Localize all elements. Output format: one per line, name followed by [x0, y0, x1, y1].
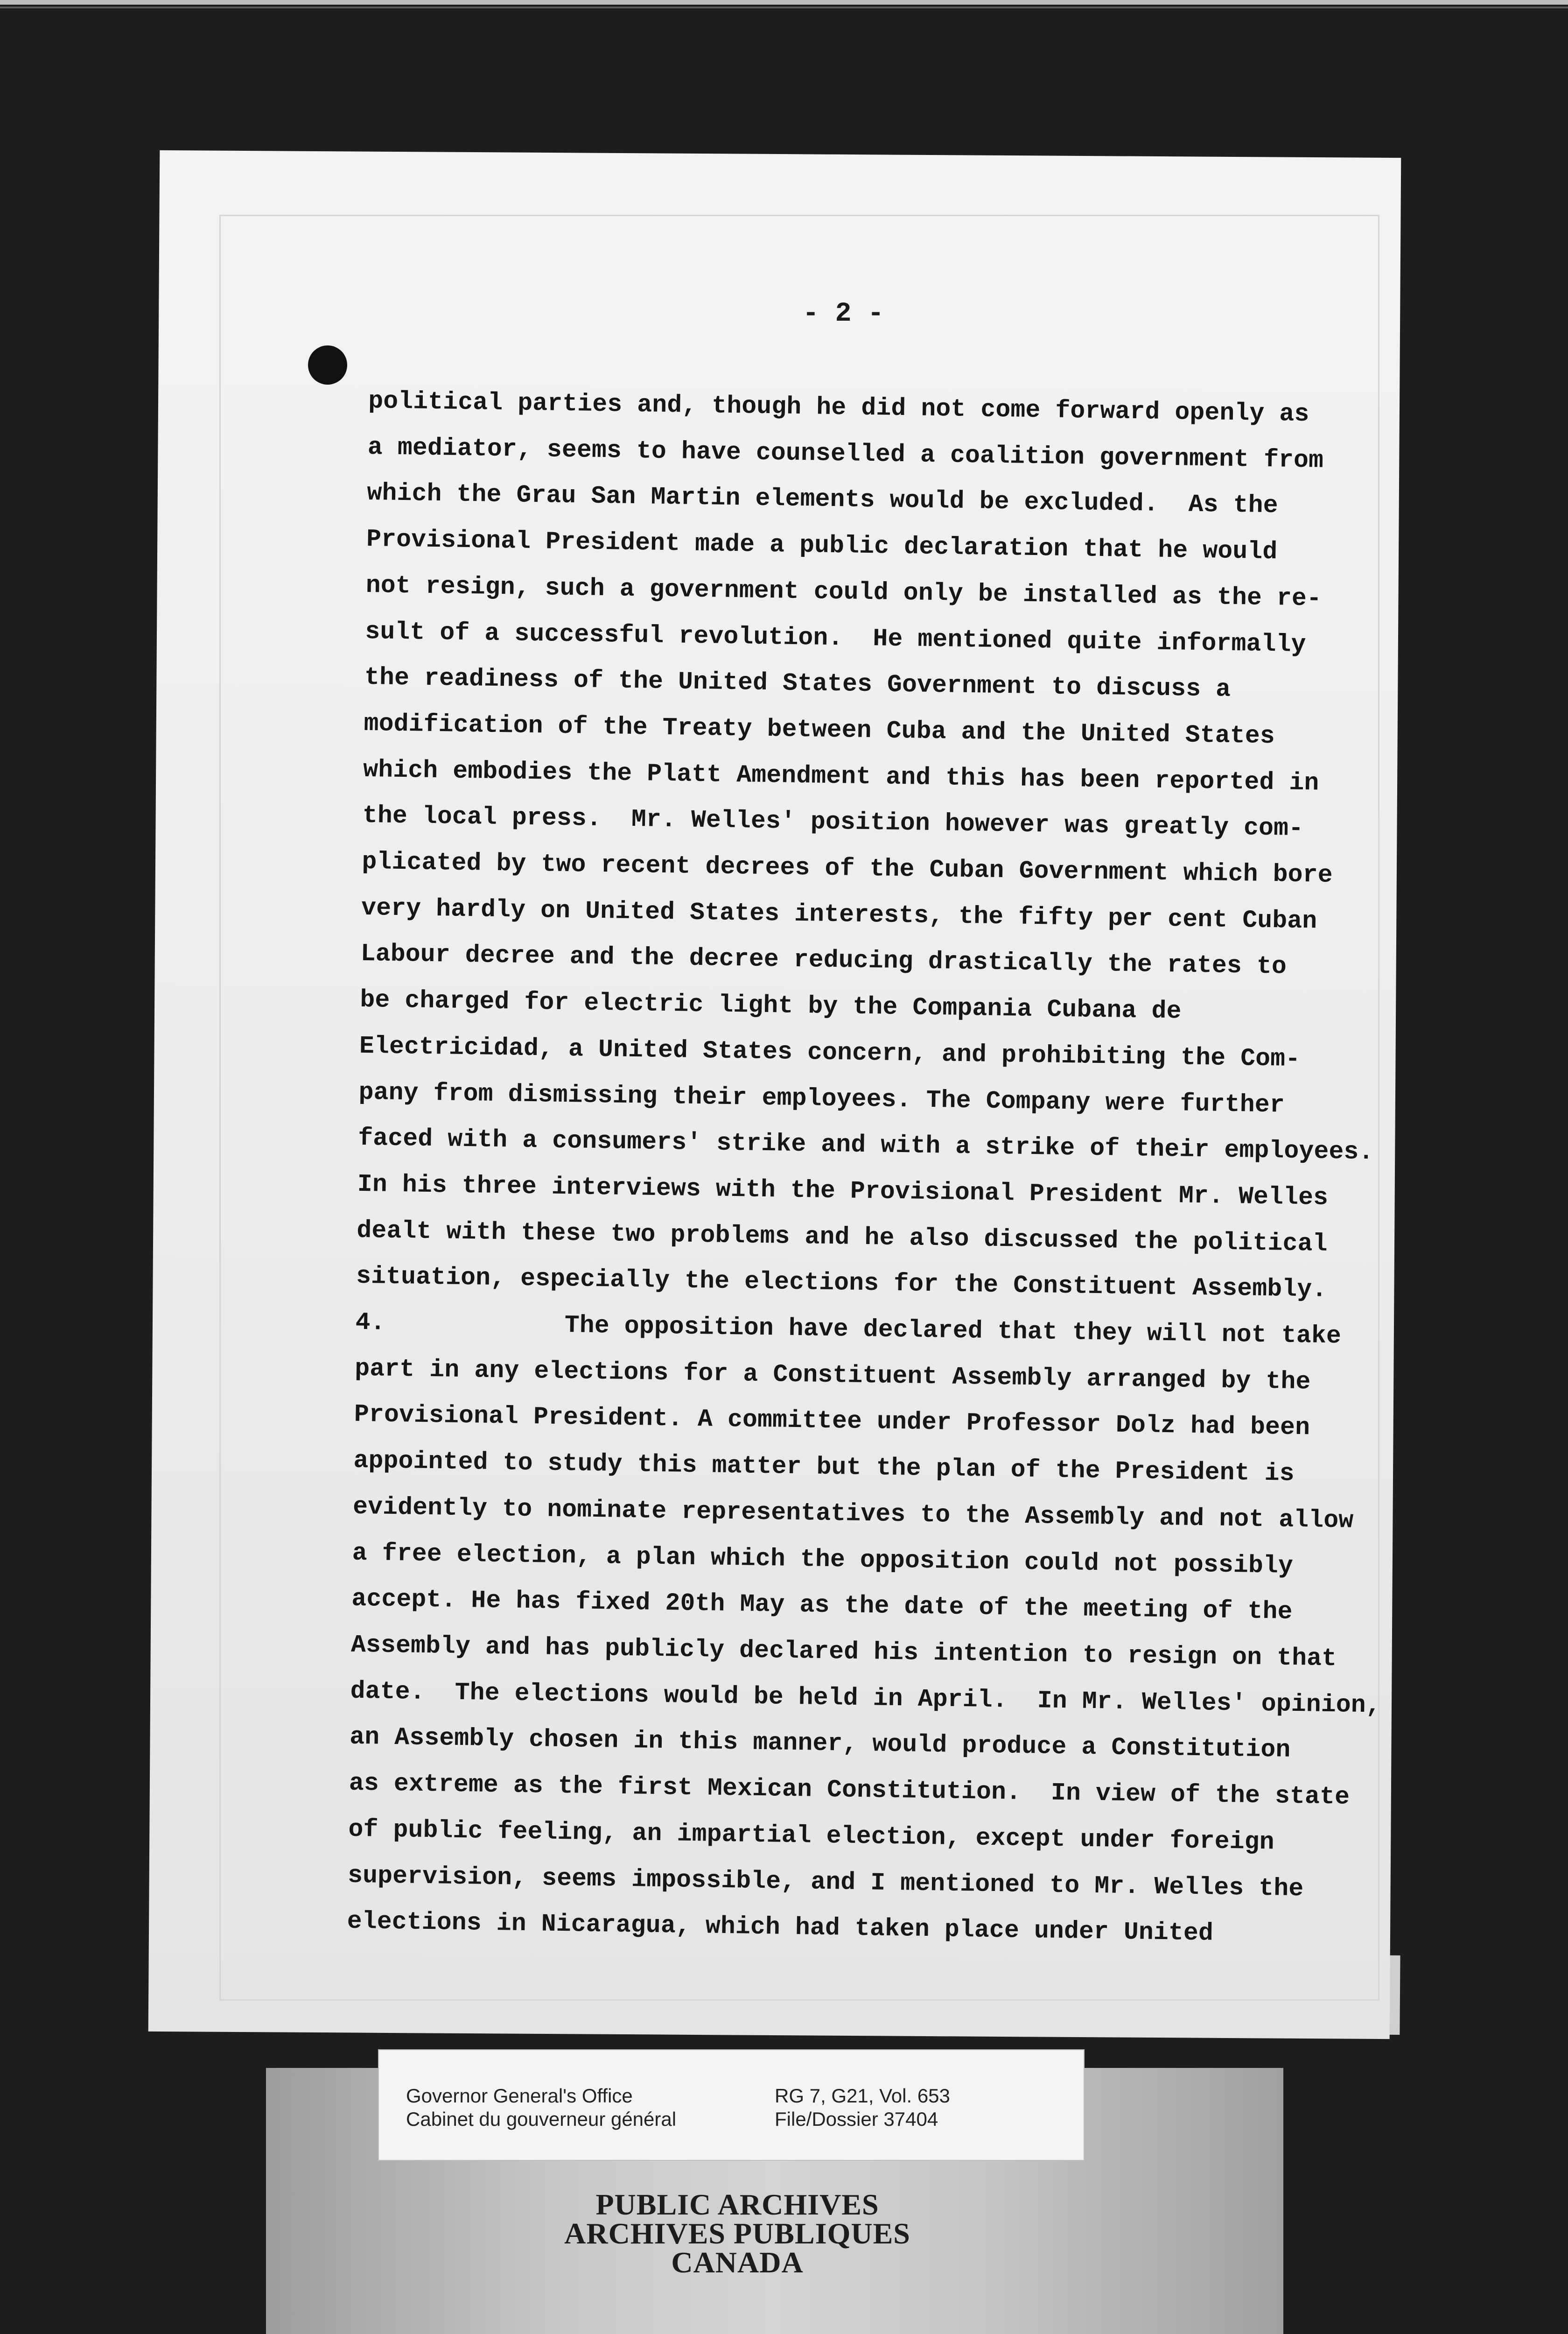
- text-line: 4. The opposition have declared that they will not take: [355, 1308, 1342, 1350]
- text-line: In his three interviews with the Provisional President Mr. Welles: [357, 1170, 1329, 1212]
- scan-edge-top: [0, 0, 1568, 5]
- text-line: very hardly on United States interests, the fifty per cent Cuban: [361, 893, 1317, 935]
- text-line: not resign, such a government could only be installed as the re-: [365, 571, 1322, 613]
- text-line: modification of the Treaty between Cuba and the United States: [364, 709, 1275, 751]
- stamp-line-archives-publiques: ARCHIVES PUBLIQUES: [564, 2217, 910, 2250]
- text-line: Labour decree and the decree reducing drastically the rates to: [360, 940, 1287, 981]
- text-line: the readiness of the United States Government to discuss a: [364, 663, 1231, 704]
- text-line: as extreme as the first Mexican Constitution. In view of the state: [349, 1769, 1350, 1811]
- text-line: be charged for electric light by the Compania Cubana de: [359, 986, 1182, 1026]
- text-line: the local press. Mr. Welles' position however was greatly com-: [362, 801, 1304, 843]
- page-number: - 2 -: [803, 299, 884, 329]
- text-line: part in any elections for a Constituent Assembly arranged by the: [354, 1354, 1311, 1396]
- text-line: Provisional President made a public declaration that he would: [366, 525, 1278, 566]
- text-line: Assembly and has publicly declared his intention to resign on that: [350, 1631, 1337, 1673]
- text-line: situation, especially the elections for the Constituent Assembly.: [356, 1262, 1327, 1304]
- file-reference: File/Dossier 37404: [775, 2108, 938, 2130]
- text-line: Electricidad, a United States concern, and prohibiting the Com-: [359, 1032, 1301, 1073]
- text-line: of public feeling, an impartial election, except under foreign: [348, 1815, 1275, 1856]
- text-line: an Assembly chosen in this manner, would produce a Constitution: [349, 1723, 1291, 1765]
- record-group-reference: RG 7, G21, Vol. 653: [775, 2085, 950, 2107]
- text-line: plicated by two recent decrees of the Cuban Government which bore: [362, 847, 1333, 889]
- text-line: pany from dismissing their employees. The Company were further: [358, 1078, 1285, 1119]
- text-line: dealt with these two problems and he also discussed the political: [357, 1216, 1328, 1258]
- text-line: appointed to study this matter but the plan of the President is: [353, 1446, 1295, 1488]
- text-line: a mediator, seems to have counselled a coalition government from: [367, 433, 1324, 475]
- punch-hole: [308, 345, 347, 385]
- text-line: supervision, seems impossible, and I mentioned to Mr. Welles the: [347, 1861, 1304, 1903]
- stamp-line-canada: CANADA: [671, 2246, 804, 2279]
- text-line: a free election, a plan which the opposition could not possibly: [352, 1539, 1294, 1580]
- scan-edge-line: [0, 7, 1568, 8]
- text-line: accept. He has fixed 20th May as the date of the meeting of the: [351, 1585, 1293, 1626]
- stamp-line-public-archives: PUBLIC ARCHIVES: [595, 2188, 879, 2221]
- text-line: which embodies the Platt Amendment and this has been reported in: [363, 755, 1319, 797]
- text-line: Provisional President. A committee under Professor Dolz had been: [354, 1400, 1310, 1442]
- text-line: evidently to nominate representatives to the Assembly and not allow: [352, 1492, 1354, 1535]
- text-line: which the Grau San Martin elements would be excluded. As the: [367, 479, 1279, 520]
- text-line: sult of a successful revolution. He mentioned quite informally: [365, 617, 1306, 659]
- text-line: political parties and, though he did not come forward openly as: [368, 387, 1309, 429]
- office-english: Governor General's Office: [406, 2085, 633, 2107]
- document-body: [347, 378, 1381, 1958]
- office-french: Cabinet du gouverneur général: [406, 2108, 677, 2130]
- text-line: date. The elections would be held in April. In Mr. Welles' opinion,: [350, 1677, 1381, 1720]
- text-line: elections in Nicaragua, which had taken place under United: [347, 1907, 1214, 1947]
- text-line: faced with a consumers' strike and with a strike of their employees.: [357, 1124, 1374, 1167]
